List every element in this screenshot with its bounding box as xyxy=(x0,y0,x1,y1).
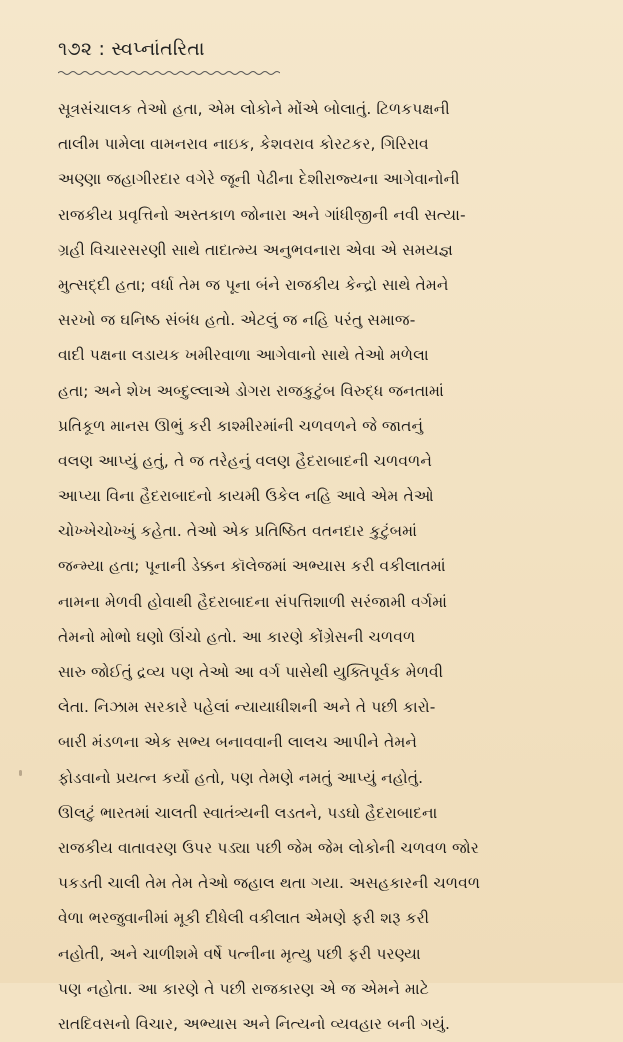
margin-speck xyxy=(19,770,22,776)
text-line: લેતા. નિઝામ સરકારે પહેલાં ન્યાયાધીશની અને તે પછી કારો- xyxy=(58,698,436,717)
text-line: ગ્રહી વિચારસરણી સાથે તાદાત્મ્ય અનુભવનારા એવા એ સમયજ્ઞ xyxy=(58,240,453,259)
text-line: નહોતી, અને ચાળીશમે વર્ષે પત્નીના મૃત્યુ પછી ફરી પરણ્યા xyxy=(58,944,421,963)
text-line: તેમનો મોભો ઘણો ઊંચો હતો. આ કારણે કોંગ્રેસની ચળવળ xyxy=(58,627,416,646)
text-line: રાતદિવસનો વિચાર, અભ્યાસ અને નિત્યનો વ્યવહાર બની ગયું. xyxy=(58,1014,451,1033)
text-line: પણ નહોતા. આ કારણે તે પછી રાજકારણ એ જ એમને માટે xyxy=(58,979,429,998)
text-line: વાદી પક્ષના લડાયક ખમીરવાળા આગેવાનો સાથે તેઓ મળેલા xyxy=(58,346,429,365)
body-text xyxy=(58,92,586,1042)
text-line: નામના મેળવી હોવાથી હૈદરાબાદના સંપત્તિશાળી સરંજામી વર્ગમાં xyxy=(58,592,448,611)
text-line: બારી મંડળના એક સભ્ય બનાવવાની લાલચ આપીને તેમને xyxy=(58,733,418,752)
text-line: વલણ આપ્યું હતું, તે જ તરેહનું વલણ હૈદરાબાદની ચળવળને xyxy=(58,451,432,470)
text-line: રાજકીય વાતાવરણ ઉપર પડ્યા પછી જેમ જેમ લોકોની ચળવળ જોર xyxy=(58,838,479,857)
text-line: જન્મ્યા હતા; પૂનાની ડેક્કન કૉલેજમાં અભ્યાસ કરી વકીલાતમાં xyxy=(58,557,446,576)
text-line: તાલીમ પામેલા વામનરાવ નાઇક, કેશવરાવ કોરટકર, ગિરિરાવ xyxy=(58,135,429,154)
text-line: પ્રતિકૂળ માનસ ઊભું કરી કાશ્મીરમાંની ચળવળને જે જાતનું xyxy=(58,416,424,435)
text-line: સારુ જોઈતું દ્રવ્ય પણ તેઓ આ વર્ગ પાસેથી યુક્તિપૂર્વક મેળવી xyxy=(58,663,444,681)
header-underline xyxy=(58,70,280,76)
text-line: વેળા ભરજુવાનીમાં મૂકી દીધેલી વકીલાત એમણે ફરી શરૂ કરી xyxy=(58,909,430,928)
text-line: સૂત્રસંચાલક તેઓ હતા, એમ લોકોને મોંએ બોલાતું. ટિળકપક્ષની xyxy=(58,100,450,118)
text-line: સરખો જ ઘનિષ્ઠ સંબંધ હતો. એટલું જ નહિ પરંતુ સમાજ- xyxy=(58,311,416,330)
page-header: ૧૭૨ : સ્વપ્નાંતરિતા xyxy=(58,38,205,60)
text-line: આપ્યા વિના હૈદરાબાદનો કાયમી ઉકેલ નહિ આવે એમ તેઓ xyxy=(58,487,434,506)
text-line: ફોડવાનો પ્રયત્ન કર્યો હતો, પણ તેમણે નમતું આપ્યું નહોતું. xyxy=(58,768,424,787)
text-line: ઊલટું ભારતમાં ચાલતી સ્વાતંત્ર્યની લડતને, પડઘો હૈદરાબાદના xyxy=(58,803,438,822)
text-line: ચોખ્ખેચોખ્ખું કહેતા. તેઓ એક પ્રતિષ્ઠિત વતનદાર કુટુંબમાં xyxy=(58,522,417,541)
text-line: અણ્ણા જહાગીરદાર વગેરે જૂની પેઢીના દેશીરાજ્યના આગેવાનોની xyxy=(58,170,460,189)
text-line: રાજકીય પ્રવૃત્તિનો અસ્તકાળ જોનારા અને ગાંધીજીની નવી સત્યા- xyxy=(58,205,466,224)
text-line: મુત્સદ્દી હતા; વર્ધા તેમ જ પૂના બંને રાજકીય કેન્દ્રો સાથે તેમને xyxy=(58,275,449,294)
text-line: હતા; અને શેખ અબ્દુલ્લાએ ડોગરા રાજકુટુંબ વિરુદ્ધ જનતામાં xyxy=(58,381,444,400)
text-line: પકડતી ચાલી તેમ તેમ તેઓ જહાલ થતા ગયા. અસહકારની ચળવળ xyxy=(58,874,481,893)
